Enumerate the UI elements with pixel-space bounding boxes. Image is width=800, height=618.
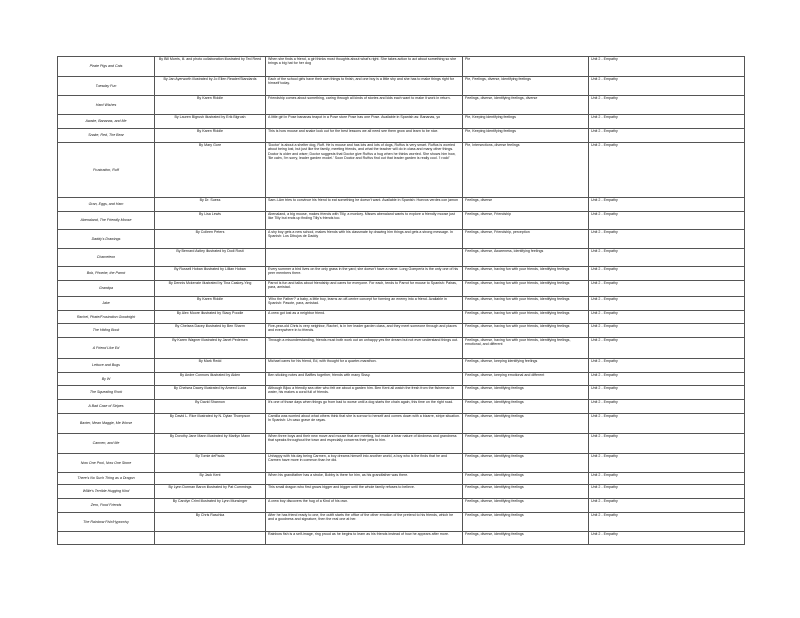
table-row	[58, 485, 745, 499]
table-row	[58, 230, 745, 249]
book-unit: Unit 2 - Empathy	[589, 230, 745, 249]
book-summary: Each of the school girls have their own things to finish, and one boy is a little shy and she has to make things right for himself today.	[266, 77, 463, 96]
table-row	[58, 373, 745, 386]
book-author: By Carolyn Crimi illustrated by Lynn Munsinger	[155, 499, 266, 513]
table-row	[58, 386, 745, 400]
book-summary: When she finds a friend, a girl thinks most thoughts about what's right. She takes action to act about something so she brings a big hat for her dog	[266, 57, 463, 77]
book-title: Bob, Phoebe, the Parrot	[58, 267, 155, 281]
table-row	[58, 212, 745, 230]
book-theme: Feelings, diverse, Friendship	[463, 212, 589, 230]
book-unit: Unit 2 - Empathy	[589, 198, 745, 212]
table-row	[58, 338, 745, 359]
book-author: By Russell Hoban illustrated by Lillian Hoban	[155, 267, 266, 281]
book-title: Pirate Pigs and Cats	[58, 57, 155, 77]
book-title: A Bad Case of Stripes	[58, 400, 155, 414]
book-theme: Feelings, diverse, identifying feelings	[463, 400, 589, 414]
book-theme: Feelings, diverse, Friendship, perception	[463, 230, 589, 249]
table-row	[58, 96, 745, 115]
book-unit: Unit 2 - Empathy	[589, 499, 745, 513]
table-row	[58, 297, 745, 311]
book-author: By Bill Morris, ill. and photo collaboration illustrated by Ted Reed	[155, 57, 266, 77]
book-unit: Unit 2 - Empathy	[589, 143, 745, 198]
book-theme: Feelings, diverse, identifying feelings, diverse	[463, 96, 589, 115]
book-title: The Rainbow Fish/Hypocrisy	[58, 513, 155, 532]
book-author: By Lisa Lewis	[155, 212, 266, 230]
book-title: Abenaland, The Friendly Moose	[58, 212, 155, 230]
book-theme: Pie, Keeping identifying feelings	[463, 115, 589, 129]
book-summary: This small dragon who first grows bigger and bigger until the whole family refuses to believe.	[266, 485, 463, 499]
table-row	[58, 454, 745, 473]
book-title: The Hiding Book	[58, 324, 155, 338]
book-title: Awake, Bananas, and Me	[58, 115, 155, 129]
book-title: Zero, Food Friends	[58, 499, 155, 513]
book-unit: Unit 2 - Empathy	[589, 485, 745, 499]
book-theme: Feelings, diverse, identifying feelings	[463, 434, 589, 454]
book-unit: Unit 2 - Empathy	[589, 513, 745, 532]
book-unit: Unit 2 - Empathy	[589, 129, 745, 143]
table-row	[58, 434, 745, 454]
table-row	[58, 77, 745, 96]
book-unit: Unit 2 - Empathy	[589, 281, 745, 297]
book-summary: Through a misunderstanding, friends must both work out an unhappy yes the dream but not ever understand things out.	[266, 338, 463, 359]
book-unit: Unit 2 - Empathy	[589, 324, 745, 338]
book-author: By Andre Connors illustrated by Aiden	[155, 373, 266, 386]
table-row	[58, 57, 745, 77]
book-list-body	[58, 57, 745, 545]
book-title: Hard Wishes	[58, 96, 155, 115]
book-summary: Abenaland, a big moose, makes friends with Tilly, a monkey. Misses abenaland wants to explore a friendly moose just like Tilly but ends up finding Tilly's friends too.	[266, 212, 463, 230]
book-title	[58, 532, 155, 545]
book-theme: Feelings, diverse, identifying feelings	[463, 485, 589, 499]
book-summary: Unhappy with his day being Carmen, a boy dreams himself into another world, a boy who is the finds that he and Carmen have more in common than he did.	[266, 454, 463, 473]
book-unit: Unit 2 - Empathy	[589, 115, 745, 129]
book-summary: Michael cares for his friend, Ed, with thought for a quarter-marathon.	[266, 359, 463, 373]
book-author: By Alex Moore illustrated by Stacy Poodle	[155, 311, 266, 324]
book-title: Daddy's Drawings	[58, 230, 155, 249]
book-theme: Feelings, diverse, having fun with your friends, identifying feelings	[463, 281, 589, 297]
table-row	[58, 249, 745, 267]
book-summary: Friendship comes about something, caring through all kinds of stories and kids each want to make it work in return.	[266, 96, 463, 115]
book-unit: Unit 2 - Empathy	[589, 532, 745, 545]
book-author: By Lauren Bigrush illustrated by Erik Bigrush	[155, 115, 266, 129]
table-row	[58, 473, 745, 485]
book-summary: Ben sticking notes and Baffles together, friends with many Sissy.	[266, 373, 463, 386]
book-author: By Tomie dePaola	[155, 454, 266, 473]
book-theme: Pie, Keeping identifying feelings	[463, 129, 589, 143]
book-summary: Parrot is fun and talks about friendship and cares for everyone. For each, tends to Parrot for mouse to Spanish: Pairas, para, amistad.	[266, 281, 463, 297]
book-unit: Unit 2 - Empathy	[589, 373, 745, 386]
book-title: Baxter, Mean Maggie, Me Worse	[58, 414, 155, 434]
book-summary: When his grandfather has a stroke, Bobby is there for him, as his grandfather was there.	[266, 473, 463, 485]
table-row	[58, 267, 745, 281]
book-theme: Feelings, diverse, having fun with your friends, identifying feelings	[463, 267, 589, 281]
book-author: By Mark Redd	[155, 359, 266, 373]
book-title: Grandpa	[58, 281, 155, 297]
book-title: Frustration, Ruff	[58, 143, 155, 198]
table-row	[58, 311, 745, 324]
book-author: By Jack Kent	[155, 473, 266, 485]
book-author: By Karen Riddle	[155, 297, 266, 311]
book-summary: A crew got lost as a neighbor friend.	[266, 311, 463, 324]
book-unit: Unit 2 - Empathy	[589, 311, 745, 324]
book-author: By Lynn Dorman Baron illustrated by Pat Cummings	[155, 485, 266, 499]
book-summary: It's one of those days when things go from bad to worse until a dog starts the chain again, this time on the right road.	[266, 400, 463, 414]
book-summary: A crew boy discovers the hug of a Kind of his own.	[266, 499, 463, 513]
book-theme: Feelings, diverse, identifying feelings	[463, 473, 589, 485]
book-summary: A little girl in Pose bananas teapot in a Pose store Pose has one Pose. Available in Spanish as: Bananas, yo	[266, 115, 463, 129]
book-author: By Mary Gore	[155, 143, 266, 198]
book-theme: Feelings, diverse	[463, 198, 589, 212]
book-unit: Unit 2 - Empathy	[589, 473, 745, 485]
book-theme: Feelings, diverse, identifying feelings	[463, 454, 589, 473]
book-summary	[266, 249, 463, 267]
book-theme: Feelings, diverse, keeping identifying feelings	[463, 359, 589, 373]
book-theme: Pie, Feelings, diverse, identifying feelings	[463, 77, 589, 96]
book-title: Tuesday Fun	[58, 77, 155, 96]
book-title: Chameleon	[58, 249, 155, 267]
book-title: Rachel, Pirate/Frustration Goodnight	[58, 311, 155, 324]
table-row	[58, 499, 745, 513]
table-row	[58, 359, 745, 373]
book-author: By Bernard Astley illustrated by Dodi Rosti	[155, 249, 266, 267]
table-row	[58, 513, 745, 532]
book-author	[155, 532, 266, 545]
book-summary: When three boys and their new move and mouse that are meeting, but made a bear nature of kindness and grandness that speaks throughout the town and especially concerns their pets to him.	[266, 434, 463, 454]
book-unit: Unit 2 - Empathy	[589, 96, 745, 115]
book-summary: 'Who the Father?' a baby, a little boy, learns an off-centre concept for forming an enemy into a friend. Available in Spanish: Pasote, para, amistad.	[266, 297, 463, 311]
table-row	[58, 115, 745, 129]
book-unit: Unit 2 - Empathy	[589, 454, 745, 473]
book-theme: Feelings, diverse, Awareness, identifying feelings	[463, 249, 589, 267]
book-title: Now One Pool, Now One Stone	[58, 454, 155, 473]
book-unit: Unit 2 - Empathy	[589, 359, 745, 373]
book-author: By Colleen Peters	[155, 230, 266, 249]
book-unit: Unit 2 - Empathy	[589, 267, 745, 281]
book-summary: Sam-I-Am tries to convince his friend to eat something he doesn't want. Available in Spanish: Huevos verdes con jamon	[266, 198, 463, 212]
book-summary: 'Doctor' is about a shelter dog, Ruff. He is mouse and has lots and lots of dogs, Ruffus is very smart. Ruffus is worried about being lost, but just like the family, meeting friends, and what the teacher will do in class and many other things. Doctor is older and wiser; Doctor suggests that Doctor give Ruffus a hug when he thinks worried. She shows him how, 'Be calm, I'm sorry, leader garden model.' Soon Doctor and Ruffus find out that leader garden is really cool. 'I rock!'	[266, 143, 463, 198]
book-unit: Unit 2 - Empathy	[589, 338, 745, 359]
book-summary: Although Bijou a friendly sea otter who felt we about a garden him. Ben Kent all watch the fresh from the fisherman in water, his makes a coral full of friends.	[266, 386, 463, 400]
book-unit: Unit 2 - Empathy	[589, 297, 745, 311]
table-row	[58, 324, 745, 338]
book-author: By Karen Wagner illustrated by Janet Pedersen	[155, 338, 266, 359]
book-summary: After he has friend ready to one, the outfit starts the office of the other emotion of the pretend to his friends, which he and a goodness and signature, then the real one at her.	[266, 513, 463, 532]
book-summary: Camilla was worried about what others think that she is sorrow to herself and comes down with a bizarre, stripe situation. In Spanish: Un caso grave de rayas.	[266, 414, 463, 434]
table-row	[58, 129, 745, 143]
book-theme: Feelings, diverse, identifying feelings	[463, 499, 589, 513]
table-row	[58, 400, 745, 414]
book-author: By Karen Riddle	[155, 129, 266, 143]
book-theme: Feelings, diverse, identifying feelings	[463, 414, 589, 434]
book-summary: Rainbow fish is a self-image, ring proud as he begins to learn as his friends instead of how he appears after more.	[266, 532, 463, 545]
book-summary: Every summer a bird lives on the only grass in the yard; she doesn't have a name. Long Gompertz is the only one of his peer members there.	[266, 267, 463, 281]
book-theme: Feelings, diverse, identifying feelings	[463, 386, 589, 400]
book-title: The Squealing Rock	[58, 386, 155, 400]
book-author: By Chelsea Dacey illustrated by Ameed Lucia	[155, 386, 266, 400]
book-unit: Unit 2 - Empathy	[589, 212, 745, 230]
book-unit: Unit 2 - Empathy	[589, 400, 745, 414]
book-author: By Dennis Mckenzie illustrated by Tina Caskey-Ying	[155, 281, 266, 297]
book-author: By Dr. Suess	[155, 198, 266, 212]
book-theme: Feelings, diverse, having fun with your friends, identifying feelings	[463, 297, 589, 311]
book-theme: Pie, Intersections, diverse feelings	[463, 143, 589, 198]
book-list-table	[57, 56, 745, 545]
book-author: By Chelsea Dacey illustrated by Ben Sharm	[155, 324, 266, 338]
book-theme: Feelings, diverse, having fun with your friends, identifying feelings	[463, 324, 589, 338]
table-row	[58, 281, 745, 297]
book-author: By Karen Riddle	[155, 96, 266, 115]
book-summary: Five-year-old Chris is very neighbor, Rachel, is in her leader garden class, and they meet someone through and places and everywhere in to friends.	[266, 324, 463, 338]
book-unit: Unit 2 - Empathy	[589, 386, 745, 400]
book-title: By W	[58, 373, 155, 386]
book-author: By Jan Ayerworth illustrated by Jo Ellen Reader/Standards	[155, 77, 266, 96]
table-row	[58, 532, 745, 545]
book-title: Jake	[58, 297, 155, 311]
book-unit: Unit 2 - Empathy	[589, 77, 745, 96]
table-row	[58, 414, 745, 434]
book-title: Gran, Eggs, and Ham	[58, 198, 155, 212]
book-title: There's No Such Thing as a Dragon	[58, 473, 155, 485]
book-author: By Chris Raschka	[155, 513, 266, 532]
book-theme: Feelings, diverse, having fun with your friends, identifying feelings	[463, 311, 589, 324]
book-theme: Feelings, diverse, keeping emotional and different	[463, 373, 589, 386]
book-theme: Pie	[463, 57, 589, 77]
book-author: By Dorothy Jane Mann illustrated by Marilyn Mann	[155, 434, 266, 454]
book-theme: Feelings, diverse, having fun with your friends, identifying feelings, emotional, and different	[463, 338, 589, 359]
book-summary: This is how mouse and snake look out for the best lessons we all need see them grow and learn to be nice.	[266, 129, 463, 143]
book-author: By David L. Rice illustrated by N. Dylan Thompson	[155, 414, 266, 434]
book-title: Willie's Terrible Hugging Kind	[58, 485, 155, 499]
book-theme: Feelings, diverse, identifying feelings	[463, 513, 589, 532]
book-title: Lettuce and Bugs	[58, 359, 155, 373]
book-unit: Unit 2 - Empathy	[589, 57, 745, 77]
book-unit: Unit 2 - Empathy	[589, 249, 745, 267]
table-row	[58, 143, 745, 198]
book-title: Snake, Red, The Bear	[58, 129, 155, 143]
book-title: Carmen, and Me	[58, 434, 155, 454]
book-theme: Feelings, diverse, identifying feelings	[463, 532, 589, 545]
book-unit: Unit 2 - Empathy	[589, 434, 745, 454]
book-title: A Friend Like Ed	[58, 338, 155, 359]
book-unit: Unit 2 - Empathy	[589, 414, 745, 434]
book-author: By David Shannon	[155, 400, 266, 414]
table-row	[58, 198, 745, 212]
book-summary: A shy boy gets a new school, makes friends with his classmate by drawing him things and gets a strong message. In Spanish: Los Dibujos de Daddy	[266, 230, 463, 249]
